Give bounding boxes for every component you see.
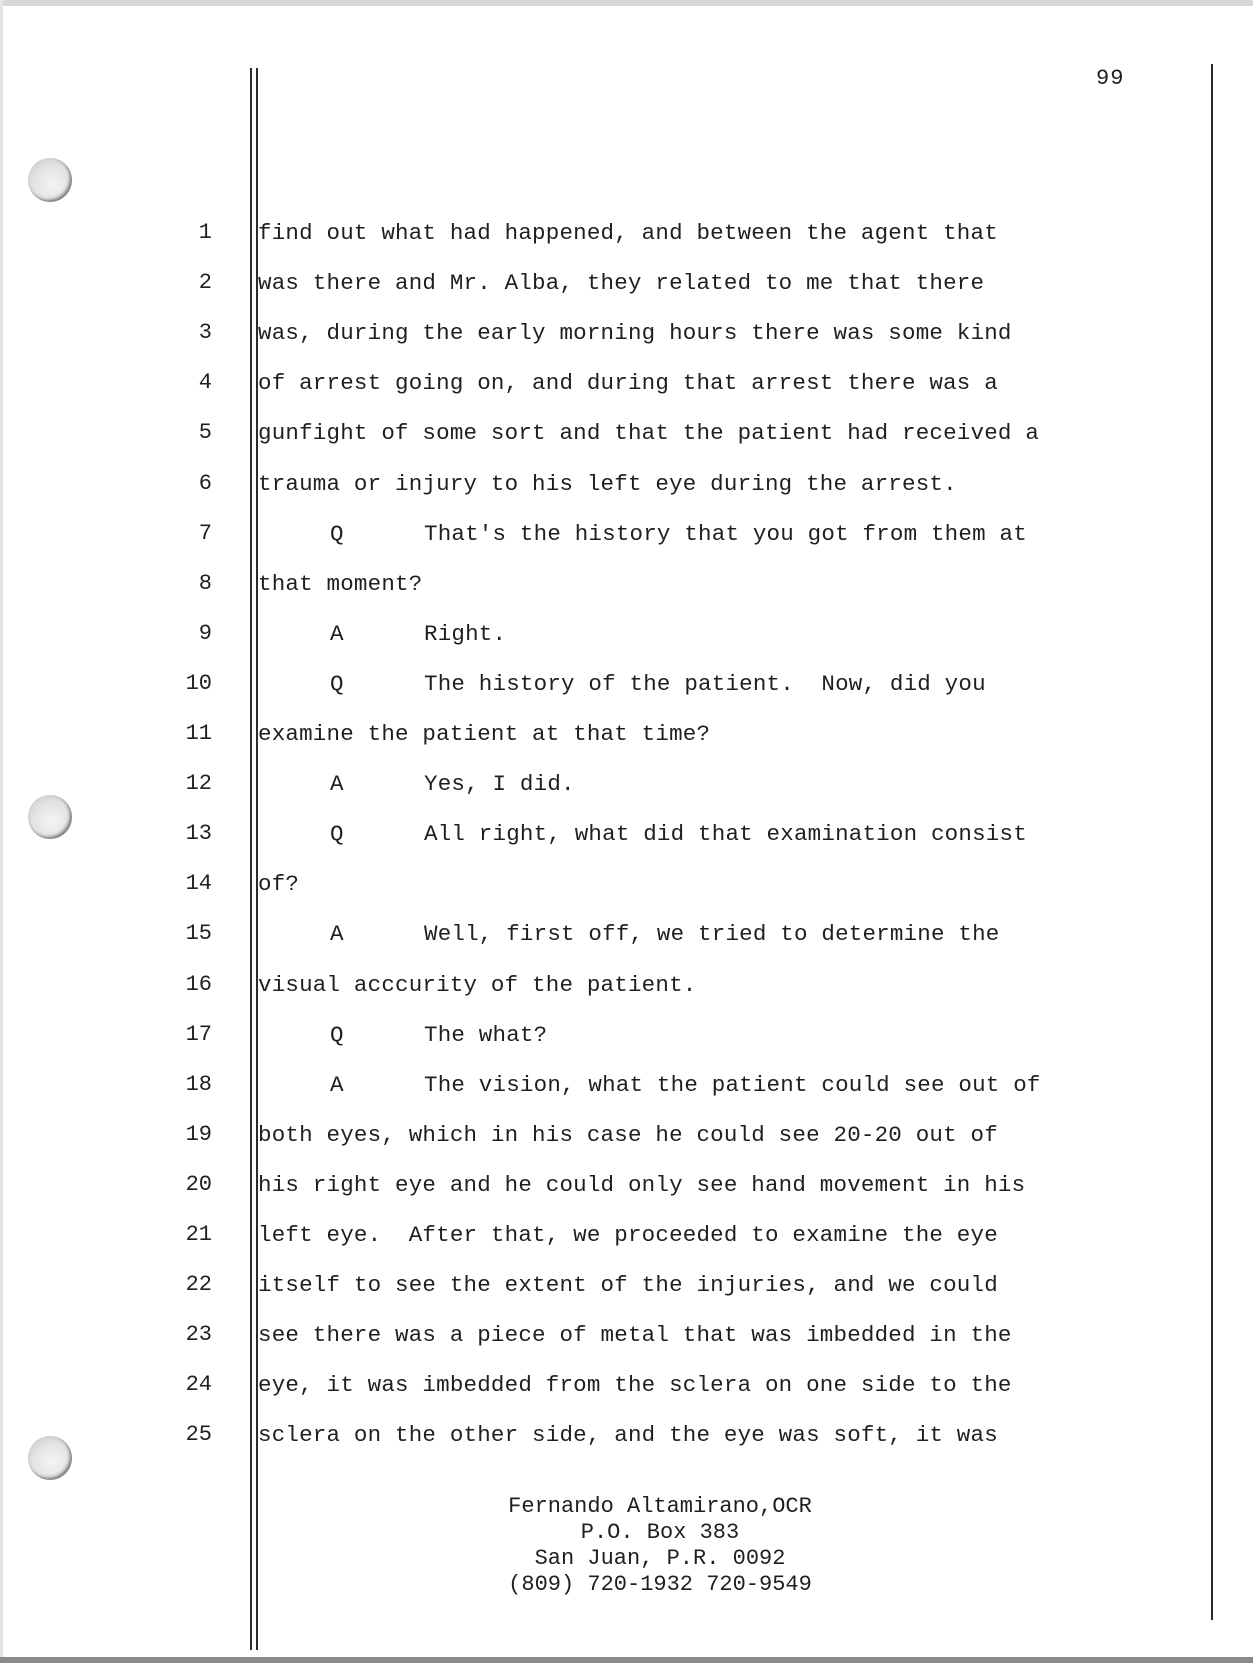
scan-top-edge — [0, 0, 1253, 6]
transcript-line — [0, 313, 1200, 353]
speaker-label: A — [330, 620, 344, 647]
line-number: 23 — [185, 1322, 212, 1348]
line-number: 22 — [185, 1272, 212, 1298]
left-margin-rule-inner — [256, 68, 258, 1650]
speaker-label: A — [330, 1071, 344, 1098]
line-text — [330, 614, 506, 654]
transcript-line — [0, 1065, 1200, 1105]
line-content: examine the patient at that time? — [258, 721, 711, 747]
transcript-line — [0, 764, 1200, 804]
line-content: eye, it was imbedded from the sclera on one side to the — [258, 1372, 1012, 1399]
line-number: 12 — [185, 771, 212, 797]
line-content: The vision, what the patient could see out of — [424, 1071, 1041, 1098]
line-content: gunfight of some sort and that the patient had received a — [258, 420, 1040, 447]
line-text — [258, 1115, 998, 1155]
reporter-address: P.O. Box 383 — [580, 1520, 740, 1545]
line-content: Well, first off, we tried to determine the — [424, 921, 1000, 948]
line-number: 10 — [185, 670, 212, 696]
line-content: was, during the early morning hours there was some kind — [258, 320, 1012, 347]
line-number: 1 — [198, 220, 212, 245]
line-number: 14 — [185, 871, 212, 897]
reporter-footer — [300, 1494, 1020, 1598]
line-content: The what? — [424, 1021, 548, 1048]
transcript-line — [0, 965, 1200, 1005]
line-content: left eye. After that, we proceeded to examine the eye — [258, 1222, 998, 1248]
speaker-label: A — [330, 771, 344, 798]
line-text — [258, 263, 984, 303]
line-content: visual acccurity of the patient. — [258, 971, 697, 998]
line-text — [258, 564, 422, 604]
line-text — [330, 1015, 547, 1055]
line-text — [330, 914, 1000, 954]
line-text — [258, 714, 710, 754]
transcript-line — [0, 213, 1200, 253]
line-text — [258, 313, 1012, 353]
transcript-line — [0, 1215, 1200, 1255]
line-number: 13 — [185, 821, 212, 847]
line-number: 21 — [185, 1222, 212, 1247]
line-text — [258, 1315, 1012, 1355]
transcript-line — [0, 864, 1200, 904]
line-text — [258, 864, 299, 904]
line-content: was there and Mr. Alba, they related to me that there — [258, 270, 985, 297]
line-number: 15 — [185, 921, 212, 947]
transcript-line — [0, 914, 1200, 954]
line-content: see there was a piece of metal that was imbedded in the — [258, 1322, 1012, 1349]
line-text — [258, 213, 998, 253]
transcript-line — [0, 1015, 1200, 1055]
line-content: that moment? — [258, 570, 423, 597]
line-number: 5 — [198, 420, 212, 446]
line-content: That's the history that you got from them at — [424, 520, 1027, 547]
line-text — [330, 764, 575, 804]
transcript-line — [0, 1115, 1200, 1155]
transcript-line — [0, 564, 1200, 604]
line-number: 8 — [198, 570, 212, 596]
page-number: 99 — [1096, 66, 1125, 91]
line-content: All right, what did that examination consist — [424, 821, 1027, 848]
transcript-line — [0, 1265, 1200, 1305]
line-number: 25 — [185, 1422, 212, 1448]
line-content: trauma or injury to his left eye during the arrest. — [258, 470, 957, 497]
speaker-label: Q — [330, 670, 344, 697]
punch-hole-top — [28, 158, 72, 202]
line-number: 6 — [198, 470, 212, 496]
transcript-line — [0, 614, 1200, 654]
line-text — [258, 464, 957, 504]
line-content: both eyes, which in his case he could see 20-20 out of — [258, 1121, 998, 1148]
transcript-line — [0, 664, 1200, 704]
line-number: 11 — [185, 721, 212, 746]
transcript-line — [0, 1165, 1200, 1205]
line-number: 4 — [198, 370, 212, 396]
line-content: of? — [258, 871, 300, 898]
line-number: 9 — [198, 620, 212, 646]
line-number: 18 — [185, 1071, 212, 1097]
speaker-label: Q — [330, 1021, 344, 1048]
line-content: Right. — [424, 620, 507, 647]
line-text — [258, 1365, 1012, 1405]
line-content: The history of the patient. Now, did you — [424, 670, 986, 697]
right-margin-rule — [1211, 64, 1213, 1620]
speaker-label: Q — [330, 520, 344, 547]
line-text — [330, 814, 1027, 854]
transcript-line — [0, 1415, 1200, 1455]
line-text — [330, 664, 986, 704]
line-number: 16 — [185, 971, 212, 997]
transcript-line — [0, 1365, 1200, 1405]
speaker-label: A — [330, 921, 344, 948]
line-number: 19 — [185, 1121, 212, 1147]
line-content: sclera on the other side, and the eye was soft, it was — [258, 1422, 998, 1449]
transcript-line — [0, 714, 1200, 754]
scan-bottom-edge — [0, 1657, 1253, 1663]
line-text — [258, 1165, 1025, 1205]
line-number: 20 — [185, 1171, 212, 1197]
line-number: 3 — [198, 320, 212, 346]
reporter-city: San Juan, P.R. 0092 — [534, 1546, 786, 1571]
line-content: of arrest going on, and during that arrest there was a — [258, 370, 998, 397]
line-content: find out what had happened, and between the agent that — [258, 220, 998, 246]
transcript-line — [0, 514, 1200, 554]
transcript-line — [0, 464, 1200, 504]
line-text — [258, 1415, 998, 1455]
reporter-phone: (809) 720-1932 720-9549 — [508, 1572, 812, 1597]
line-number: 17 — [185, 1021, 212, 1047]
reporter-name: Fernando Altamirano,OCR — [508, 1494, 812, 1519]
line-content: his right eye and he could only see hand movement in his — [258, 1171, 1026, 1198]
transcript-line — [0, 814, 1200, 854]
line-number: 2 — [198, 270, 212, 296]
transcript-line — [0, 363, 1200, 403]
line-text — [258, 1215, 998, 1255]
line-text — [258, 1265, 998, 1305]
line-number: 7 — [198, 520, 212, 546]
line-text — [258, 363, 998, 403]
line-text — [258, 965, 696, 1005]
left-margin-rule-outer — [250, 68, 252, 1650]
speaker-label: Q — [330, 821, 344, 848]
transcript-line — [0, 413, 1200, 453]
line-text — [258, 413, 1039, 453]
transcript-line — [0, 263, 1200, 303]
transcript-line — [0, 1315, 1200, 1355]
line-number: 24 — [185, 1372, 212, 1398]
line-text — [330, 1065, 1041, 1105]
line-content: itself to see the extent of the injuries, and we could — [258, 1272, 998, 1299]
line-text — [330, 514, 1027, 554]
line-content: Yes, I did. — [424, 771, 575, 798]
